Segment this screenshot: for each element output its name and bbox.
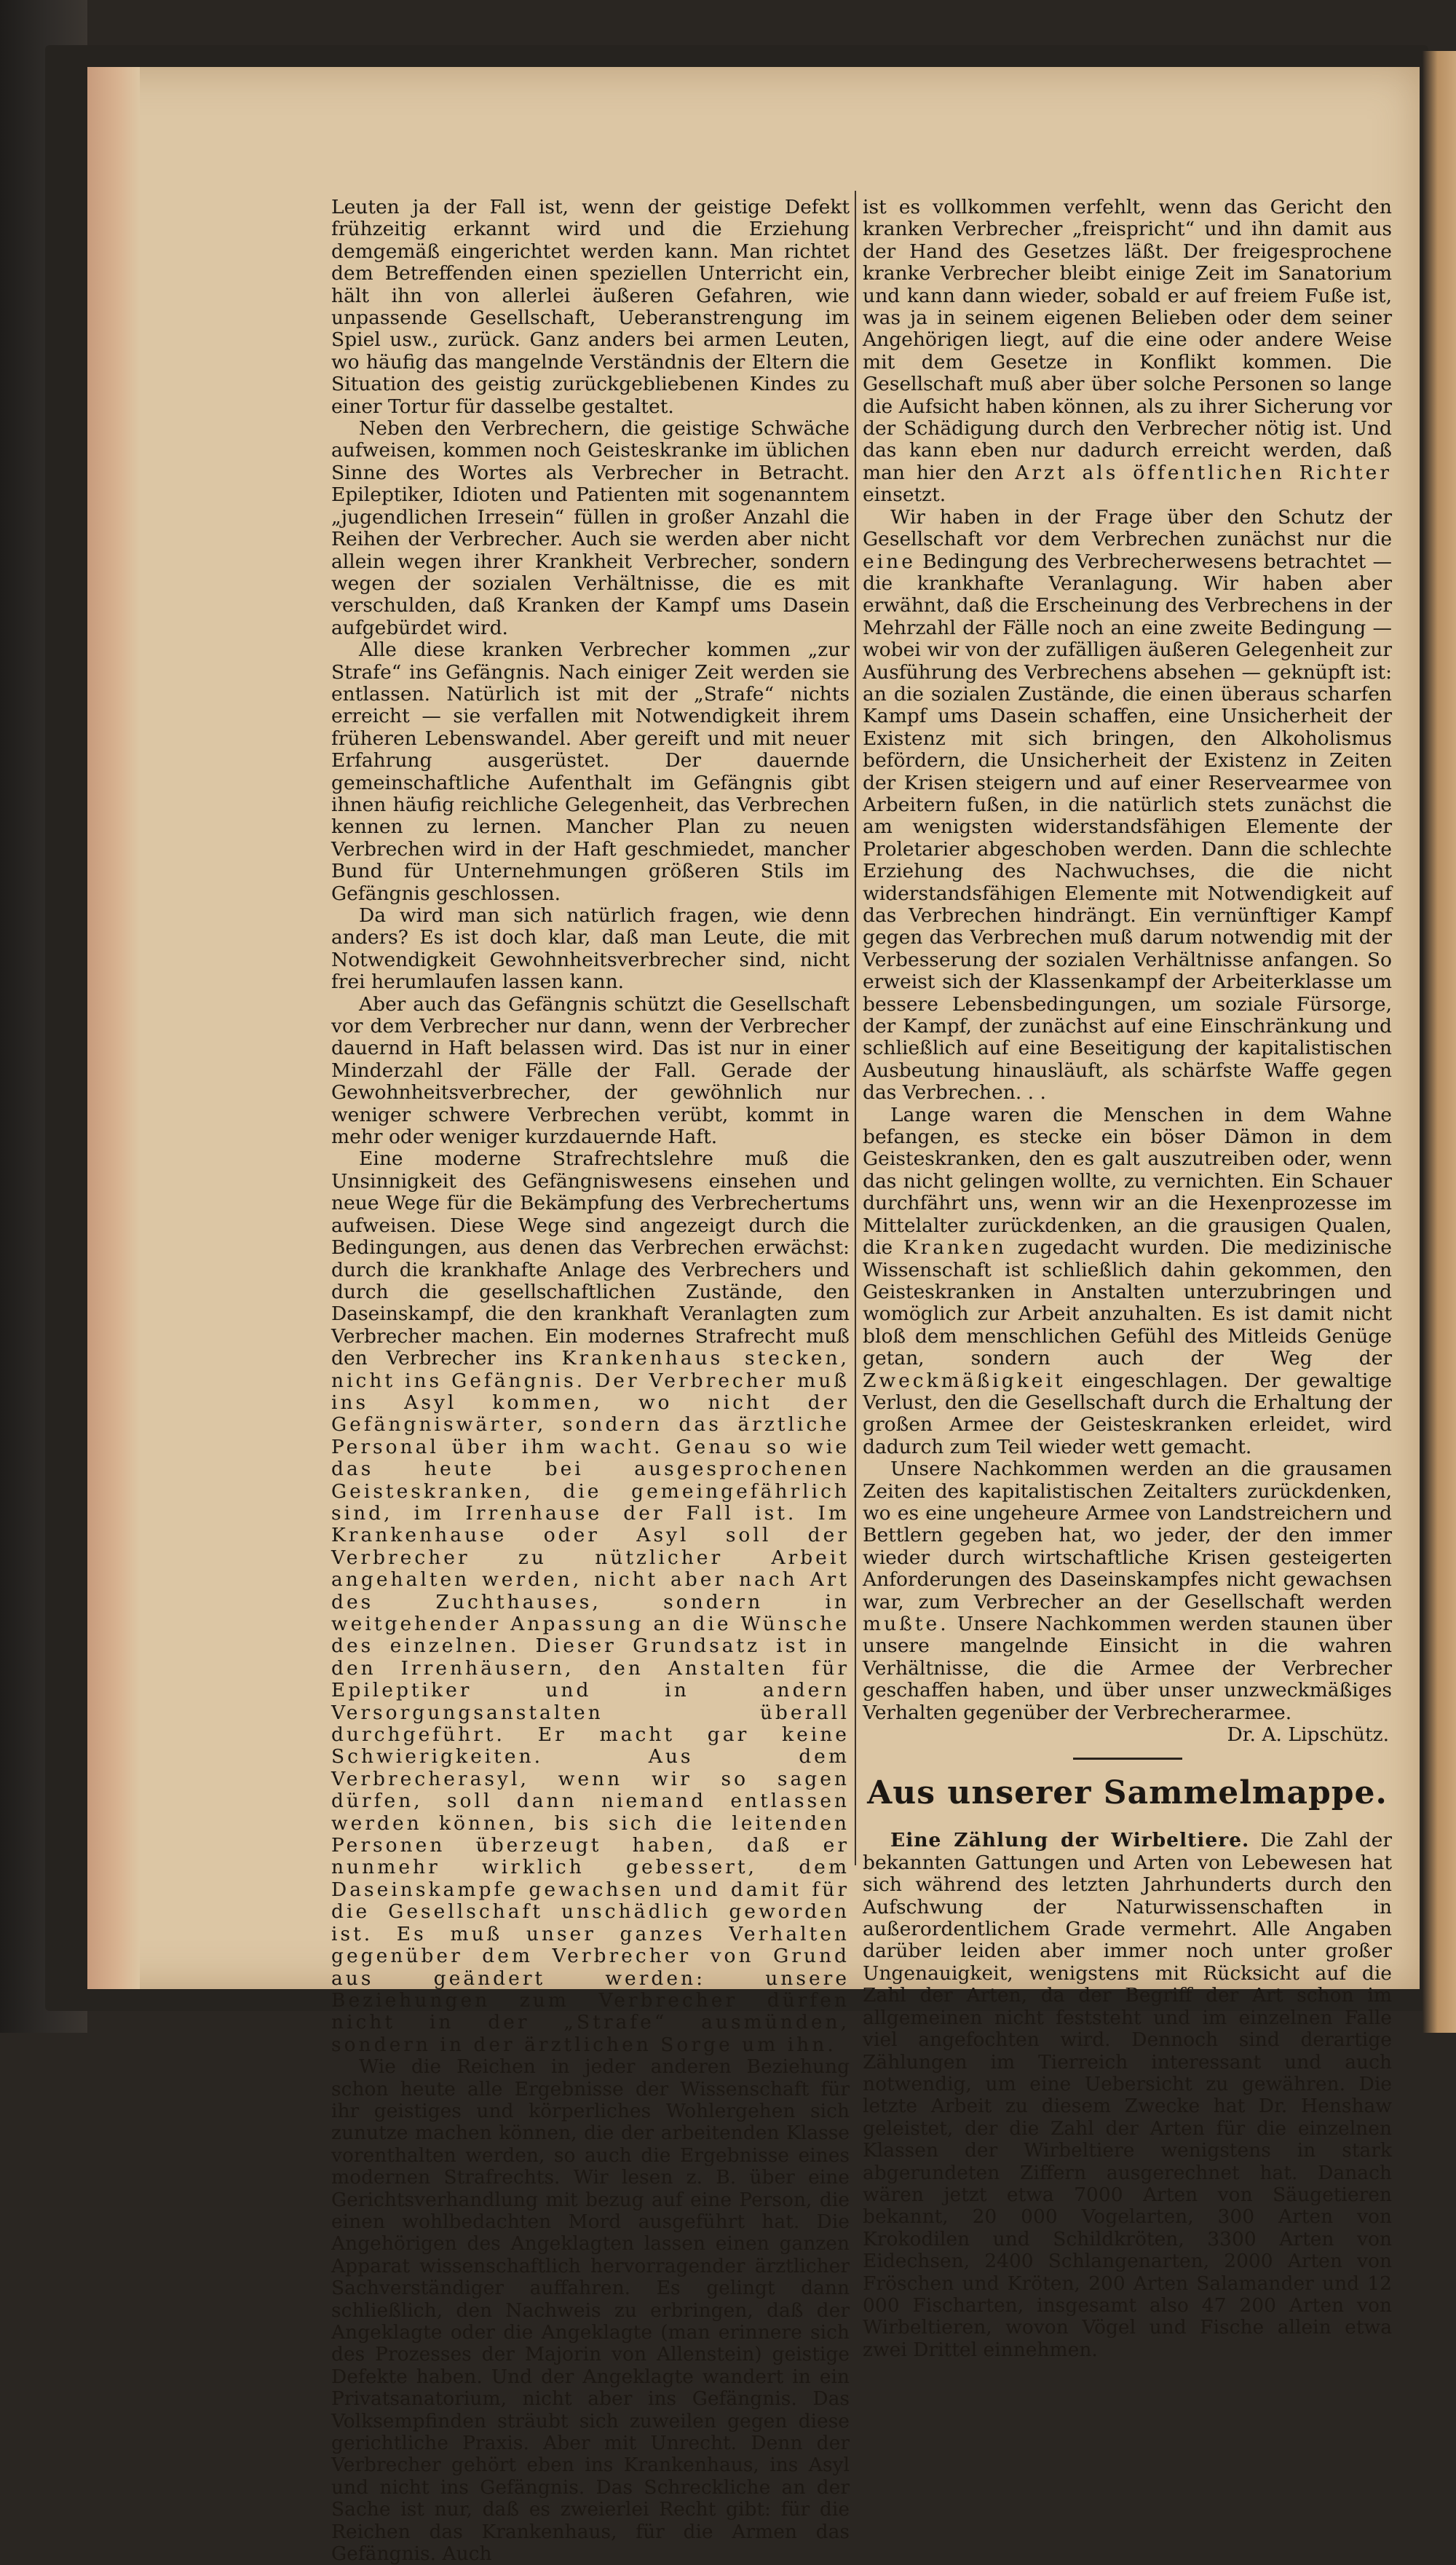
author-signature: Dr. A. Lipschütz. <box>1227 1723 1389 1747</box>
column-divider <box>855 191 856 1865</box>
emphasis-text: Kranken <box>903 1236 1007 1260</box>
paragraph <box>863 1830 1392 2361</box>
paragraph-text: einsetzt. <box>863 483 946 507</box>
paragraph-text: Eine moderne Strafrechtslehre muß die Unsinnigkeit des Gefängniswesens einsehen und neue Wege für die Bekämpfung des Verbrechertums aufweisen. Diese Wege sind angezeigt durch die Bedingungen, aus denen das Verbrechen erwächst: durch die krankhafte Anlage des Verbrechers und durch die gesellschaftlichen Zustände, den Daseinskampf, die den krankhaft Veranlagten zum Verbrecher machen. Ein modernes Strafrecht muß den Verbrecher ins <box>331 1147 850 1370</box>
paragraph: Aber auch das Gefängnis schützt die Gesellschaft vor dem Verbrecher nur dann, wenn der Verbrecher dauernd in Haft belassen wird. Das ist nur in einer Minderzahl der Fälle der Fall. Gerade der Gewohnheitsverbrecher, der gewöhnlich nur weniger schwere Verbrechen verübt, kommt in mehr oder weniger kurzdauernde Haft. <box>331 992 850 1149</box>
paragraph-text: Die Zahl der bekannten Gattungen und Arten von Lebewesen hat sich während des letzten Jahrhunderts durch den Aufschwung der Naturwissenschaften in außerordentlichem Grade vermehrt. Alle Angaben darüber leiden aber immer noch unter großer Ungenauigkeit, wenigstens mit Rücksicht auf die Zahl der Arten, da der Begriff der Art schon im allgemeinen nicht feststeht und im einzelnen Falle viel angefochten wird. Dennoch sind derartige Zählungen im Tierreich interessant und auch notwendig, um eine Uebersicht zu gewähren. Die letzte Arbeit zu diesem Zwecke hat Dr. Henshaw geleistet, der die Zahl der Arten für die einzelnen Klassen der Wirbeltiere wenigstens in stark abgerundeten Ziffern ausgerechnet hat. Danach wären jetzt etwa 7000 Arten von Säugetieren bekannt, 20 000 Vogelarten, 300 Arten von Krokodilen und Schildkröten, 3300 Arten von Eidechsen, 2400 Schlangenarten, 2000 Arten von Fröschen und Kröten, 200 Arten Salamander und 12 000 Fischarten, insgesamt also 47 200 Arten von Wirbeltieren, wovon Vögel und Fische allein etwa zwei Drittel einnehmen. <box>863 1829 1392 2361</box>
paragraph: Leuten ja der Fall ist, wenn der geistige Defekt frühzeitig erkannt wird und die Erziehung demgemäß eingerichtet werden kann. Man richtet dem Betreffenden einen speziellen Unterricht ein, hält ihn von allerlei äußeren Gefahren, wie unpassende Gesellschaft, Ueberanstrengung im Spiel usw., zurück. Ganz anders bei armen Leuten, wo häufig das mangelnde Verständnis der Eltern die Situation des geistig zurückgebliebenen Kindes zu einer Tortur für dasselbe gestaltet. <box>331 196 850 418</box>
paragraph-text: Unsere Nachkommen werden an die grausamen Zeiten des kapitalistischen Zeitalters zurückdenken, wo es eine ungeheure Armee von Landstreichern und Bettlern gegeben hat, wo jeder, der den immer wieder durch wirtschaftliche Krisen gesteigerten Anforderungen des Daseinskampfes nicht gewachsen war, zum Verbrecher an der Gesellschaft werden <box>863 1458 1392 1613</box>
paragraph <box>863 1104 1392 1459</box>
paragraph <box>863 507 1392 1104</box>
paragraph <box>863 197 1392 507</box>
paragraph-text: Unsere Nachkommen werden staunen über unsere mangelnde Einsicht in die wahren Verhältnisse, die die Armee der Verbrecher geschaffen haben, und über unser unzweckmäßiges Verhalten gegenüber der Verbrecherarmee. <box>863 1613 1392 1724</box>
paragraph-text: Wir haben in der Frage über den Schutz der Gesellschaft vor dem Verbrechen zunächst nur die <box>863 505 1392 551</box>
paragraph-text: eingeschlagen. Der gewaltige Verlust, den die Gesellschaft durch die Erhaltung der großen Armee der Geisteskranken erleidet, wird dadurch zum Teil wieder wett gemacht. <box>863 1369 1392 1458</box>
left-column <box>331 197 850 2565</box>
paragraph: Neben den Verbrechern, die geistige Schwäche aufweisen, kommen noch Geisteskranke im üblichen Sinne des Wortes als Verbrecher in Betracht. Epileptiker, Idioten und Patienten mit sogenanntem „jugendlichen Irresein“ füllen in großer Anzahl die Reihen der Verbrecher. Auch sie werden aber nicht allein wegen ihrer Krankheit Verbrecher, sondern wegen der sozialen Verhältnisse, die es mit verschulden, daß Kranken der Kampf ums Dasein aufgebürdet wird. <box>331 417 850 639</box>
paragraph-text: zugedacht wurden. Die medizinische Wissenschaft ist schließlich dahin gekommen, den Geisteskranken in Anstalten unterzubringen und womöglich zur Arbeit anzuhalten. Es ist damit nicht bloß dem menschlichen Gefühl des Mitleids Genüge getan, sondern auch der Weg der <box>863 1236 1392 1370</box>
paragraph-text: Lange waren die Menschen in dem Wahne befangen, es stecke ein böser Dämon in dem Geisteskranken, den es galt auszutreiben oder, wenn das nicht gelingen wollte, zu vernichten. Ein Schauer durchfährt uns, wenn wir an die Hexenprozesse im Mittelalter zurückdenken, an die grausigen Qualen, die <box>863 1103 1392 1260</box>
paragraph <box>863 1458 1392 1724</box>
emphasis-text: eine <box>863 550 916 573</box>
right-column <box>863 197 1392 2361</box>
emphasis-text: mußte. <box>863 1613 949 1635</box>
paragraph: Wie die Reichen in jeder anderen Beziehung schon heute alle Ergebnisse der Wissenschaft für ihr geistiges und körperliches Wohlergehen sich zunutze machen können, die der arbeitenden Klasse vorenthalten werden, so auch die Ergebnisse eines modernen Strafrechts. Wir lesen z. B. über eine Gerichtsverhandlung mit bezug auf eine Person, die einen wohlbedachten Mord ausgeführt hat. Die Angehörigen des Angeklagten lassen einen ganzen Apparat wissenschaftlich hervorragender ärztlicher Sachverständiger auffahren. Es gelingt dann schließlich, den Nachweis zu erbringen, daß der Angeklagte oder die Angeklagte (man erinnere sich des Prozesses der Majorin von Allenstein) geistige Defekte haben. Und der Angeklagte wandert in ein Privatsanatorium, nicht aber ins Gefängnis. Das Volksempfinden sträubt sich zuweilen gegen diese gerichtliche Praxis. Aber mit Unrecht. Denn der Verbrecher gehört eben ins Krankenhaus, ins Asyl und nicht ins Gefängnis. Das Schreckliche an der Sache ist nur, daß es zweierlei Recht gibt: für die Reichen das Krankenhaus, für die Armen das Gefängnis. Auch <box>331 2055 850 2565</box>
paragraph-text: Krankenhaus stecken, nicht ins Gefängnis. Der Verbrecher muß ins Asyl kommen, wo nicht der Gefängniswärter, sondern das ärztliche Personal über ihm wacht. Genau so wie das heute bei ausgesprochenen Geisteskranken, die gemeingefährlich sind, im Irrenhause der Fall ist. Im Krankenhause oder Asyl soll der Verbrecher zu nützlicher Arbeit angehalten werden, nicht aber nach Art des Zuchthauses, sondern in weitgehender Anpassung an die Wünsche des einzelnen. Dieser Grundsatz ist in den Irrenhäusern, den Anstalten für Epileptiker und in andern Versorgungsanstalten überall durchgeführt. Er macht gar keine Schwierigkeiten. Aus dem Verbrecherasyl, wenn wir so sagen dürfen, soll dann niemand entlassen werden können, bis sich die leitenden Personen überzeugt haben, daß er nunmehr wirklich gebessert, dem Daseinskampfe gewachsen und damit für die Gesellschaft unschädlich geworden ist. Es muß unser ganzes Verhalten gegenüber dem Verbrecher von Grund aus geändert werden: unsere Beziehungen zum Verbrecher dürfen nicht in der „Strafe“ ausmünden, sondern in der ärztlichen Sorge um ihn. <box>331 1347 850 2056</box>
next-page-edge <box>1423 51 1456 2033</box>
paragraph <box>331 1148 850 2056</box>
section-lead: Eine Zählung der Wirbeltiere. <box>890 1829 1250 1852</box>
paragraph-text: ist es vollkommen verfehlt, wenn das Gericht den kranken Verbrecher „freispricht“ und ihn damit aus der Hand des Gesetzes läßt. Der freigesprochene kranke Verbrecher bleibt einige Zeit im Sanatorium und kann dann wieder, sobald er auf freiem Fuße ist, was ja in seinem eigenen Belieben oder dem seiner Angehörigen liegt, auf die eine oder andere Weise mit dem Gesetze in Konflikt kommen. Die Gesellschaft muß aber über solche Personen so lange die Aufsicht haben können, als zu ihrer Sicherung vor der Schädigung durch den Verbrecher nötig ist. Und das kann eben nur dadurch erreicht werden, daß man hier den <box>863 196 1392 484</box>
section-title: Aus unserer Sammelmappe. <box>867 1774 1388 1812</box>
emphasis-text: Arzt als öffentlichen Richter <box>1015 461 1392 484</box>
section-divider <box>1073 1758 1182 1760</box>
paragraph: Alle diese kranken Verbrecher kommen „zur Strafe“ ins Gefängnis. Nach einiger Zeit werden sie entlassen. Natürlich ist mit der „Strafe“ nichts erreicht — sie verfallen mit Notwendigkeit ihrem früheren Lebenswandel. Aber gereift und mit neuer Erfahrung ausgerüstet. Der dauernde gemeinschaftliche Aufenthalt im Gefängnis gibt ihnen häufig reichliche Gelegenheit, das Verbrechen kennen zu lernen. Mancher Plan zu neuen Verbrechen wird in der Haft geschmiedet, mancher Bund für Unternehmungen größeren Stils im Gefängnis geschlossen. <box>331 639 850 905</box>
paragraph: Da wird man sich natürlich fragen, wie denn anders? Es ist doch klar, daß man Leute, die mit Notwendigkeit Gewohnheitsverbrecher sind, nicht frei herumlaufen lassen kann. <box>331 904 850 994</box>
paragraph-text: Bedingung des Verbrecherwesens betrachtet — die krankhafte Veranlagung. Wir haben aber erwähnt, daß die Erscheinung des Verbrechens in der Mehrzahl der Fälle noch an eine zweite Bedingung — wobei wir von der zufälligen äußeren Gelegenheit zur Ausführung des Verbrechens absehen — geknüpft ist: an die sozialen Zustände, die einen überaus scharfen Kampf ums Dasein schaffen, eine Unsicherheit der Existenz mit sich bringen, den Alkoholismus befördern, die Unsicherheit der Existenz in Zeiten der Krisen steigern und auf einer Reservearmee von Arbeitern fußen, in die natürlich stets zunächst die am wenigsten widerstandsfähigen Elemente der Proletarier abgeschoben werden. Dann die schlechte Erziehung des Nachwuchses, die die nicht widerstandsfähigen Elemente mit Notwendigkeit auf das Verbrechen hindrängt. Ein vernünftiger Kampf gegen das Verbrechen muß darum notwendig mit der Verbesserung der sozialen Verhältnisse anfangen. So erweist sich der Klassenkampf der Arbeiterklasse um bessere Lebensbedingungen, um soziale Fürsorge, der Kampf, der zunächst auf eine Einschränkung und schließlich auf eine Beseitigung der kapitalistischen Ausbeutung hinausläuft, als schärfste Waffe gegen das Verbrechen. . . <box>863 550 1392 1104</box>
page-gutter-shadow <box>87 67 140 1989</box>
emphasis-text: Zweckmäßigkeit <box>863 1369 1066 1392</box>
